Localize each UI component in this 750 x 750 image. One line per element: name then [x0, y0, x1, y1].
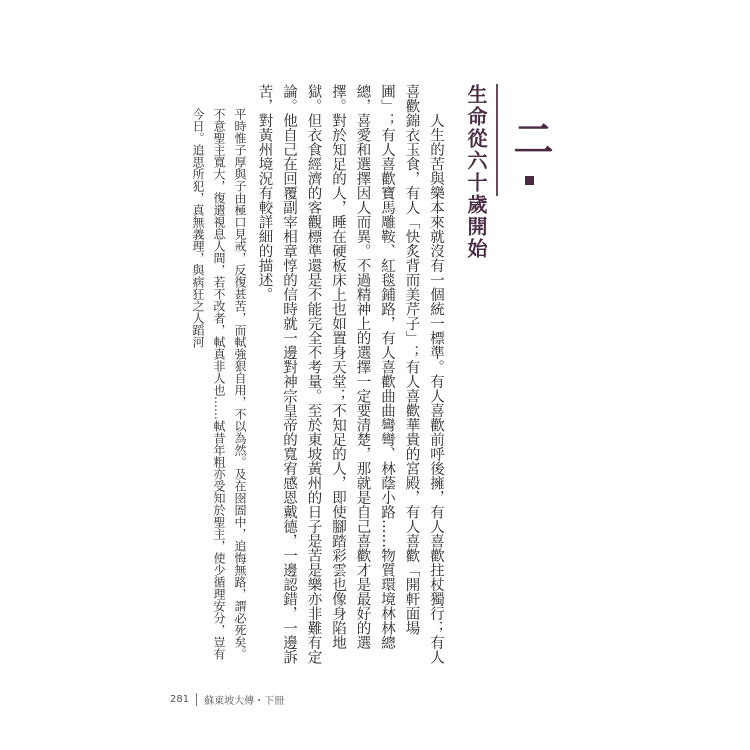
page-footer [170, 690, 284, 708]
chapter-divider [496, 84, 498, 196]
body-paragraph: 人生的苦與樂本來就沒有一個統一標準。有人喜歡前呼後擁，有人喜歡拄杖獨行；有人喜歡錦衣玉食，有人「快炙背而美芹子」；有人喜歡華貴的宮殿，有人喜歡「開軒面場圃」；有人喜歡寶馬雕鞍、紅毯鋪路，有人喜歡曲曲彎彎、林蔭小路……物質環境林林總總，喜愛和選擇因人而異。不過精神上的選擇一定要清楚，那就是自己喜歡才是最好的選擇。對於知足的人，睡在硬板床上也如置身天堂；不知足的人，即使腳踏彩雲也像身陷地獄。但衣食經濟的客觀標準還是不能完全不考量。至於東坡黃州的日子是苦是樂亦非難有定論。他自己在回覆副宰相章惇的信時就一邊對神宗皇帝的寬宥感恩戴德，一邊認錯，一邊訴苦，對黃州境況有較詳細的描述。 [256, 84, 444, 664]
chapter-title: 生命從六十歲開始 [464, 84, 488, 260]
chapter-number-dot [525, 176, 534, 185]
body-text [252, 84, 448, 664]
chapter-number: 二 [507, 118, 553, 158]
footer-separator [196, 693, 197, 706]
quotation-paragraph: 平時惟子厚與子由極口見戒，反復甚苦，而軾強狠自用，不以為然。及在囹圄中，追悔無路，謂必死矣。不意聖主寬大，復遣視息人間，若不改者，軾真非人也……軾昔年粗亦受知於聖主，使少循理安分，豈有今日。追思所犯，真無義理，與病狂之人蹈河 [191, 108, 247, 660]
book-title: 蘇東坡大傳・下冊 [204, 695, 285, 707]
quotation-block [166, 108, 250, 668]
page-number: 281 [170, 693, 190, 705]
